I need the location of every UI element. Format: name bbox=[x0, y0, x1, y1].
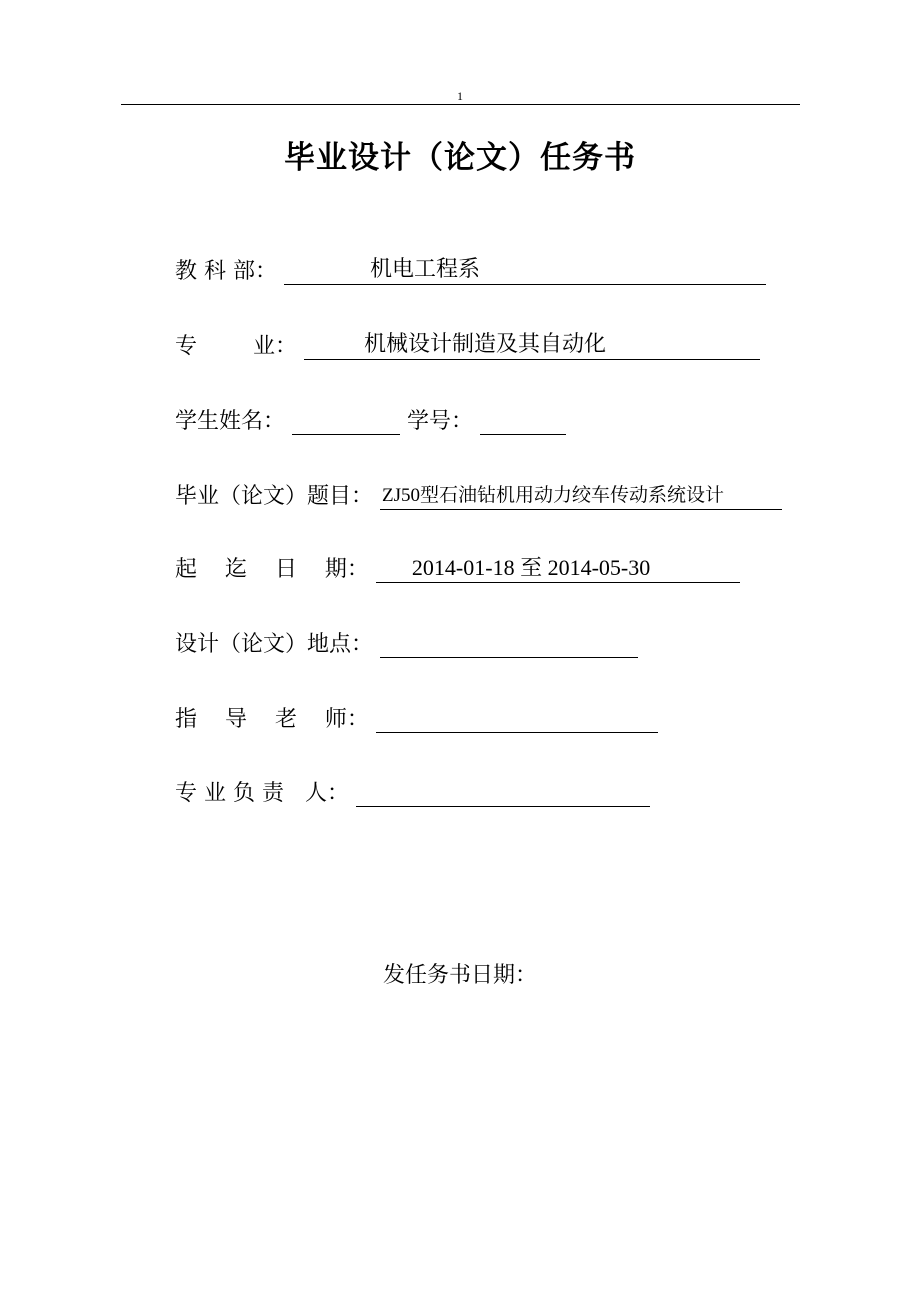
major-field bbox=[304, 331, 760, 360]
head-label: 专 业 负 责 人： bbox=[175, 781, 349, 806]
topic-label: 毕业（论文）题目： bbox=[175, 484, 374, 509]
head-field bbox=[356, 778, 650, 807]
topic-value: ZJ50型石油钻机用动力绞车传动系统设计 bbox=[382, 485, 725, 506]
major-label: 专 业： bbox=[175, 334, 297, 359]
document-title: 毕业设计（论文）任务书 bbox=[284, 140, 636, 176]
department-label: 教 科 部： bbox=[175, 259, 277, 284]
issue-date-label: 发任务书日期： bbox=[382, 963, 537, 988]
major-value: 机械设计制造及其自动化 bbox=[363, 332, 606, 357]
major-row bbox=[175, 329, 760, 360]
student-name-label: 学生姓名： bbox=[175, 409, 286, 434]
dates-row bbox=[175, 552, 740, 583]
dates-field bbox=[376, 554, 740, 583]
department-field bbox=[284, 256, 766, 285]
advisor-row bbox=[175, 702, 658, 733]
header-rule bbox=[121, 104, 800, 105]
location-label: 设计（论文）地点： bbox=[175, 632, 374, 657]
location-field bbox=[380, 629, 638, 658]
dates-label: 起 迄 日 期： bbox=[175, 557, 369, 582]
department-value: 机电工程系 bbox=[370, 257, 481, 282]
dates-value: 2014-01-18 至 2014-05-30 bbox=[411, 555, 651, 580]
head-row bbox=[175, 776, 650, 807]
student-id-field bbox=[480, 406, 566, 435]
student-id-label: 学号： bbox=[407, 409, 474, 434]
student-row bbox=[175, 404, 566, 435]
topic-field bbox=[380, 481, 782, 510]
page-number: 1 bbox=[457, 89, 463, 103]
department-row bbox=[175, 254, 766, 285]
student-name-field bbox=[292, 406, 400, 435]
advisor-label: 指 导 老 师： bbox=[175, 707, 369, 732]
location-row bbox=[175, 627, 638, 658]
advisor-field bbox=[376, 704, 658, 733]
topic-row bbox=[175, 479, 782, 510]
